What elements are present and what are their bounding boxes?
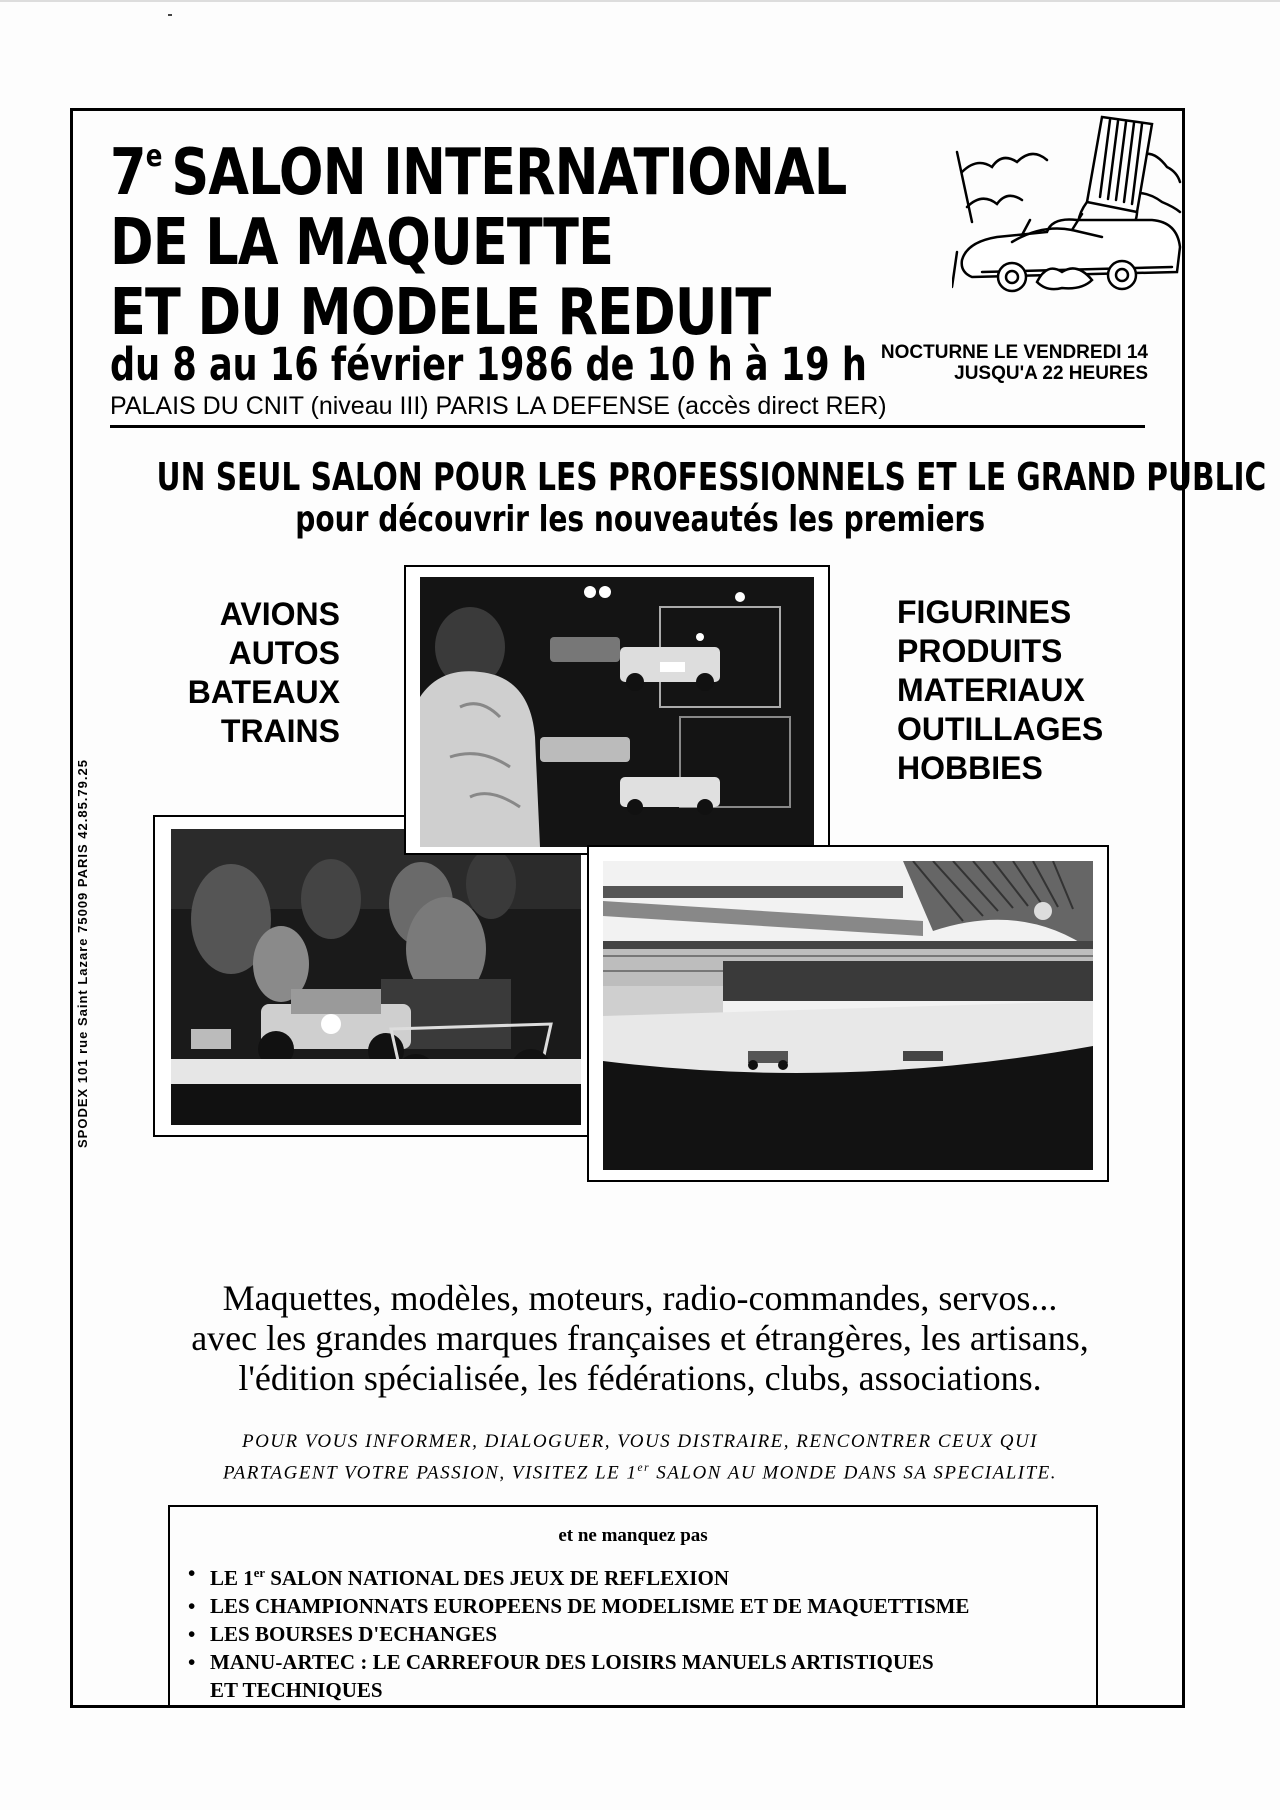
late-opening-note — [832, 342, 1148, 384]
category-item: BATEAUX — [187, 674, 340, 710]
photo-image — [420, 577, 814, 847]
categories-left — [140, 595, 340, 751]
description-line-1: Maquettes, modèles, moteurs, radio-commandes, servos... — [222, 1278, 1058, 1318]
notice-title: et ne manquez pas — [558, 1525, 708, 1546]
invitation-line-1: POUR VOUS INFORMER, DIALOGUER, VOUS DISTRAIRE, RENCONTRER CEUX QUI — [241, 1431, 1039, 1452]
rc-race-track-hall-photo — [587, 845, 1109, 1182]
late-opening-line-2: JUSQU'A 22 HEURES — [954, 363, 1148, 384]
notice-item: • LES BOURSES D'ECHANGES — [188, 1622, 498, 1646]
children-with-rc-cars-photo — [153, 815, 593, 1137]
photo-image — [603, 861, 1093, 1170]
category-item: AVIONS — [219, 596, 340, 632]
event-title — [110, 122, 847, 348]
hand-painting-car-logo — [952, 112, 1182, 312]
publisher-contact: SPODEX 101 rue Saint Lazare 75009 PARIS 42.85.79.25 — [75, 759, 90, 1148]
category-item: FIGURINES — [897, 594, 1072, 630]
title-line-3: ET DU MODELE REDUIT — [110, 276, 771, 350]
description-line-3: l'édition spécialisée, les fédérations, clubs, associations. — [238, 1358, 1042, 1398]
category-item: HOBBIES — [897, 750, 1043, 786]
notice-item: • LE 1er SALON NATIONAL DES JEUX DE REFLEXION — [188, 1561, 729, 1590]
categories-right — [897, 593, 1103, 788]
category-item: TRAINS — [220, 713, 340, 749]
also-dont-miss-box — [168, 1505, 1098, 1707]
category-item: AUTOS — [228, 635, 340, 671]
description-line-2: avec les grandes marques françaises et étrangères, les artisans, — [191, 1318, 1089, 1358]
exhibition-description — [0, 1278, 1280, 1398]
edition-number: 7 — [110, 136, 146, 210]
invitation-line-2: PARTAGENT VOTRE PASSION, VISITEZ LE 1er SALON AU MONDE DANS SA SPECIALITE. — [222, 1462, 1058, 1484]
divider-rule — [110, 425, 1145, 428]
category-item: MATERIAUX — [897, 672, 1085, 708]
bullet-icon: • — [188, 1650, 196, 1674]
bullet-icon: • — [188, 1561, 196, 1585]
venue-address: PALAIS DU CNIT (niveau III) PARIS LA DEFENSE (accès direct RER) — [110, 392, 887, 420]
headline-line-1: UN SEUL SALON POUR LES PROFESSIONNELS ET LE GRAND PUBLIC — [156, 455, 1267, 499]
photo-image — [171, 829, 581, 1125]
bullet-icon: • — [188, 1594, 196, 1618]
model-car-display-photo — [404, 565, 830, 855]
notice-list — [188, 1559, 969, 1704]
late-opening-line-1: NOCTURNE LE VENDREDI 14 — [880, 342, 1148, 363]
category-item: PRODUITS — [897, 633, 1063, 669]
headline-line-2: pour découvrir les nouveautés les premiers — [295, 499, 985, 540]
bullet-icon: • — [188, 1622, 196, 1646]
event-dates: du 8 au 16 février 1986 de 10 h à 19 h — [110, 338, 867, 391]
notice-item: • LES CHAMPIONNATS EUROPEENS DE MODELISME ET DE MAQUETTISME — [188, 1594, 970, 1618]
notice-item: • MANU-ARTEC : LE CARREFOUR DES LOISIRS MANUELS ARTISTIQUES ET TECHNIQUES — [188, 1650, 934, 1702]
title-text-1: SALON INTERNATIONAL — [171, 136, 847, 210]
category-item: OUTILLAGES — [897, 711, 1104, 747]
headline — [0, 455, 1280, 541]
edition-suffix: e — [145, 139, 162, 174]
title-line-1 — [110, 122, 847, 208]
scan-edge — [0, 0, 1280, 2]
scan-mark — [168, 14, 172, 16]
invitation-text — [0, 1428, 1280, 1486]
title-line-2: DE LA MAQUETTE — [110, 206, 614, 280]
